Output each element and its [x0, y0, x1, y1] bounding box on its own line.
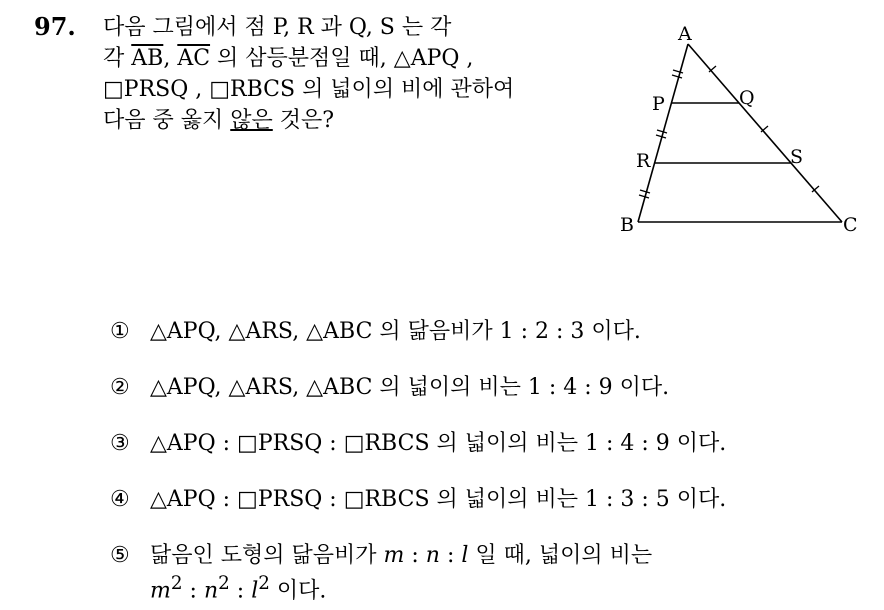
label-c: C: [843, 214, 858, 236]
choice-text: △APQ : □PRSQ : □RBCS 의 넓이의 비는 1 : 4 : 9 이다.: [150, 431, 727, 456]
exponent: 2: [218, 573, 230, 594]
tick-rb: [639, 190, 650, 198]
var-n: n: [425, 543, 440, 568]
var-n: n: [203, 578, 219, 604]
side-ab: [638, 44, 688, 222]
var-m: m: [383, 543, 405, 568]
ratio-sep: :: [404, 543, 426, 568]
stem-line-1: 다음 그림에서 점 P, R 과 Q, S 는 각: [103, 15, 452, 40]
choice-5-text-b: 일 때, 넓이의 비는: [468, 543, 653, 568]
label-s: S: [790, 146, 804, 168]
choice-1[interactable]: [110, 314, 641, 345]
label-q: Q: [739, 87, 755, 109]
stem-separator: ,: [163, 46, 178, 71]
triangle-figure: [610, 22, 870, 242]
question-number: 97.: [34, 12, 76, 41]
label-b: B: [620, 214, 634, 236]
ratio-sep: :: [182, 578, 204, 604]
choice-text-line-1: [150, 543, 652, 568]
stem-line-2-prefix: 각: [103, 46, 132, 71]
stem-line-4-prefix: 다음 중 옳지: [103, 108, 231, 133]
tick-ap: [672, 70, 683, 78]
choice-5[interactable]: [110, 538, 652, 604]
choice-3[interactable]: [110, 426, 726, 457]
stem-line-2-rest: 의 삼등분점일 때, △APQ ,: [210, 46, 474, 71]
stem-line-4-rest: 것은?: [272, 108, 335, 133]
choice-text: △APQ : □PRSQ : □RBCS 의 넓이의 비는 1 : 3 : 5 이다.: [150, 487, 727, 512]
underlined-word: 않은: [230, 108, 273, 133]
label-r: R: [636, 150, 651, 172]
exponent: 2: [258, 573, 270, 594]
choice-number: ⑤: [110, 543, 130, 568]
choice-text: △APQ, △ARS, △ABC 의 넓이의 비는 1 : 4 : 9 이다.: [150, 375, 670, 400]
choice-number: ①: [110, 319, 130, 344]
segment-ab: $\overline{AB}$: [131, 46, 164, 71]
choice-4[interactable]: [110, 482, 726, 513]
choice-number: ④: [110, 487, 130, 512]
var-l: l: [251, 578, 259, 604]
ratio-sep: :: [439, 543, 462, 568]
tick-pr: [656, 130, 667, 138]
choice-number: ③: [110, 431, 130, 456]
stem-line-3: □PRSQ , □RBCS 의 넓이의 비에 관하여: [103, 77, 515, 102]
label-p: P: [652, 93, 665, 115]
var-m: m: [150, 578, 171, 604]
question-stem: [103, 12, 593, 136]
choice-2[interactable]: [110, 370, 669, 401]
choice-5-text-a: 닮음인 도형의 닮음비가: [150, 543, 384, 568]
segment-ac: $\overline{AC}$: [177, 46, 211, 71]
choice-number: ②: [110, 375, 130, 400]
choice-5-tail: 이다.: [269, 578, 327, 604]
var-l: l: [461, 543, 469, 568]
stem-line-2: [103, 43, 593, 74]
stem-line-4: [103, 105, 593, 136]
choice-text: △APQ, △ARS, △ABC 의 닮음비가 1 : 2 : 3 이다.: [150, 319, 641, 344]
exponent: 2: [170, 573, 183, 594]
ratio-sep: :: [229, 578, 252, 604]
label-a: A: [678, 23, 692, 45]
choice-text-line-2: [150, 573, 652, 604]
